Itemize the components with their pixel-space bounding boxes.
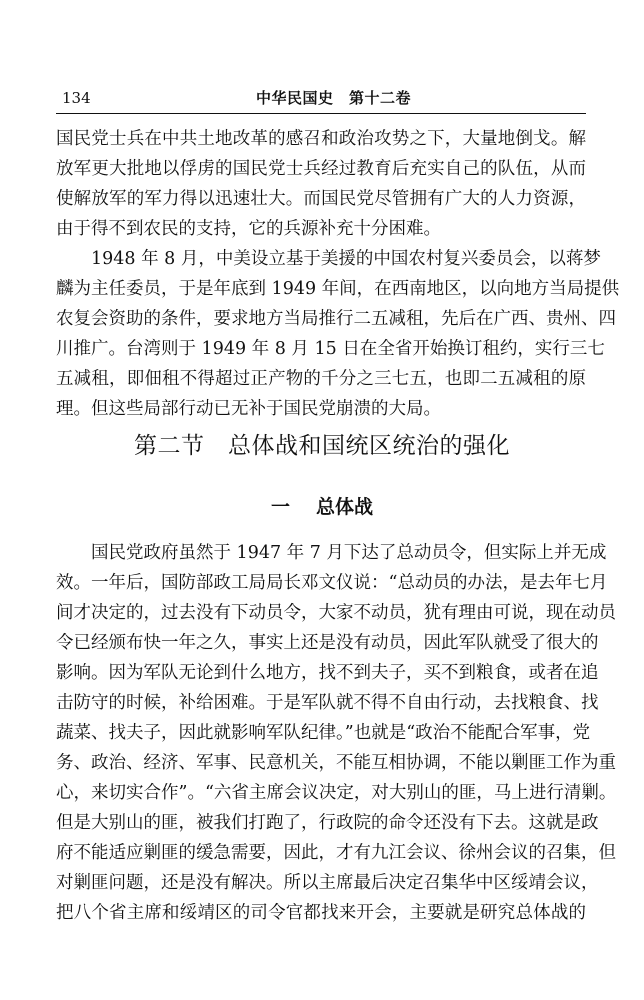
text-line: 麟为主任委员，于是年底到 1949 年间，在西南地区，以向地方当局提供 [56,279,620,299]
subsection-title: 总体战 [316,496,374,518]
text-line: 对剿匪问题，还是没有解决。所以主席最后决定召集华中区绥靖会议， [56,873,599,893]
text-line: 务、政治、经济、军事、民意机关，不能互相协调，不能以剿匪工作为重 [56,753,616,773]
subsection-heading [0,494,644,520]
text-line: 令已经颁布快一年之久，事实上还是没有动员，因此军队就受了很大的 [56,633,599,653]
text-line: 蔬菜、找夫子，因此就影响军队纪律。”也就是“政治不能配合军事，党 [56,723,591,743]
text-line: 农复会资助的条件，要求地方当局推行二五减租，先后在广西、贵州、四 [56,309,616,329]
text-line: 把八个省主席和绥靖区的司令官都找来开会，主要就是研究总体战的 [56,903,586,923]
text-line: 国民党士兵在中共土地改革的感召和政治攻势之下，大量地倒戈。解 [56,129,586,149]
text-line: 放军更大批地以俘虏的国民党士兵经过教育后充实自己的队伍，从而 [56,159,586,179]
text-line: 使解放军的军力得以迅速壮大。而国民党尽管拥有广大的人力资源， [56,189,586,209]
text-line: 五减租，即佃租不得超过正产物的千分之三七五，也即二五减租的原 [56,369,586,389]
page-header [56,88,586,112]
text-line: 心，来切实合作”。“六省主席会议决定，对大别山的匪，马上进行清剿。 [56,783,617,803]
running-head: 中华民国史 第十二卷 [256,89,412,107]
text-line: 川推广。台湾则于 1949 年 8 月 15 日在全省开始换订租约，实行三七 [56,339,605,359]
text-line: 国民党政府虽然于 1947 年 7 月下达了总动员令，但实际上并无成 [91,543,607,563]
text-line: 1948 年 8 月，中美设立基于美援的中国农村复兴委员会，以蒋梦 [91,249,601,269]
text-line: 效。一年后，国防部政工局局长邓文仪说：“总动员的办法，是去年七月 [56,573,608,593]
header-rule [56,113,586,114]
text-line: 府不能适应剿匪的缓急需要，因此，才有九江会议、徐州会议的召集，但 [56,843,616,863]
text-line: 击防守的时候，补给困难。于是军队就不得不自由行动，去找粮食、找 [56,693,599,713]
page-number: 134 [62,89,91,107]
text-line: 但是大别山的匪，被我们打跑了，行政院的命令还没有下去。这就是政 [56,813,599,833]
paragraph-2 [56,244,620,424]
text-line: 由于得不到农民的支持，它的兵源补充十分困难。 [56,219,441,239]
section-heading: 第二节 总体战和国统区统治的强化 [134,433,510,459]
text-line: 影响。因为军队无论到什么地方，找不到夫子，买不到粮食，或者在追 [56,663,599,683]
paragraph-3 [56,538,617,928]
paragraph-1 [56,124,586,244]
text-line: 间才决定的，过去没有下动员令，大家不动员，犹有理由可说，现在动员 [56,603,616,623]
text-line: 理。但这些局部行动已无补于国民党崩溃的大局。 [56,399,441,419]
subsection-number: 一 [270,496,290,518]
